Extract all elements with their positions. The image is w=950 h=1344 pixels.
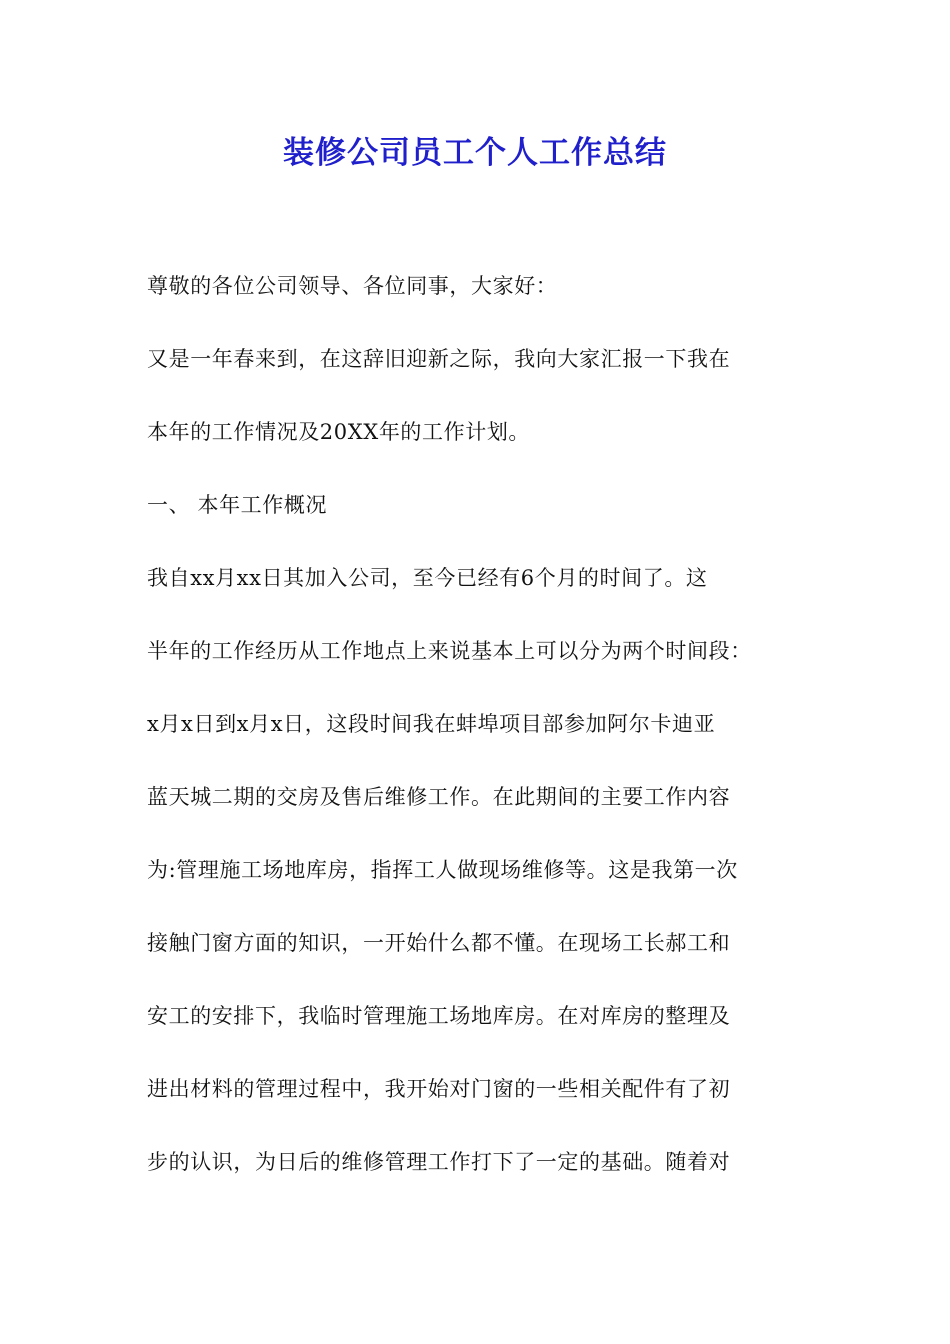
document-body bbox=[147, 264, 807, 1213]
paragraph-line: x月x日到x月x日，这段时间我在蚌埠项目部参加阿尔卡迪亚 bbox=[147, 712, 716, 736]
paragraph-line: 半年的工作经历从工作地点上来说基本上可以分为两个时间段： bbox=[147, 639, 752, 663]
paragraph-line: 进出材料的管理过程中，我开始对门窗的一些相关配件有了初 bbox=[147, 1077, 731, 1101]
paragraph-line: 我自xx月xx日其加入公司，至今已经有6个月的时间了。这 bbox=[147, 566, 708, 590]
document-title: 装修公司员工个人工作总结 bbox=[283, 135, 667, 171]
paragraph-line: 又是一年春来到，在这辞旧迎新之际，我向大家汇报一下我在 bbox=[147, 347, 731, 371]
paragraph-line: 步的认识，为日后的维修管理工作打下了一定的基础。随着对 bbox=[147, 1150, 731, 1174]
paragraph-line: 接触门窗方面的知识，一开始什么都不懂。在现场工长郝工和 bbox=[147, 931, 731, 955]
paragraph-line: 为:管理施工场地库房，指挥工人做现场维修等。这是我第一次 bbox=[147, 858, 738, 882]
paragraph-line: 本年的工作情况及20XX年的工作计划。 bbox=[147, 420, 531, 444]
paragraph-line: 蓝天城二期的交房及售后维修工作。在此期间的主要工作内容 bbox=[147, 785, 731, 809]
section-heading: 一、 本年工作概况 bbox=[147, 493, 328, 517]
greeting-line: 尊敬的各位公司领导、各位同事，大家好： bbox=[147, 274, 558, 298]
paragraph-line: 安工的安排下，我临时管理施工场地库房。在对库房的整理及 bbox=[147, 1004, 731, 1028]
